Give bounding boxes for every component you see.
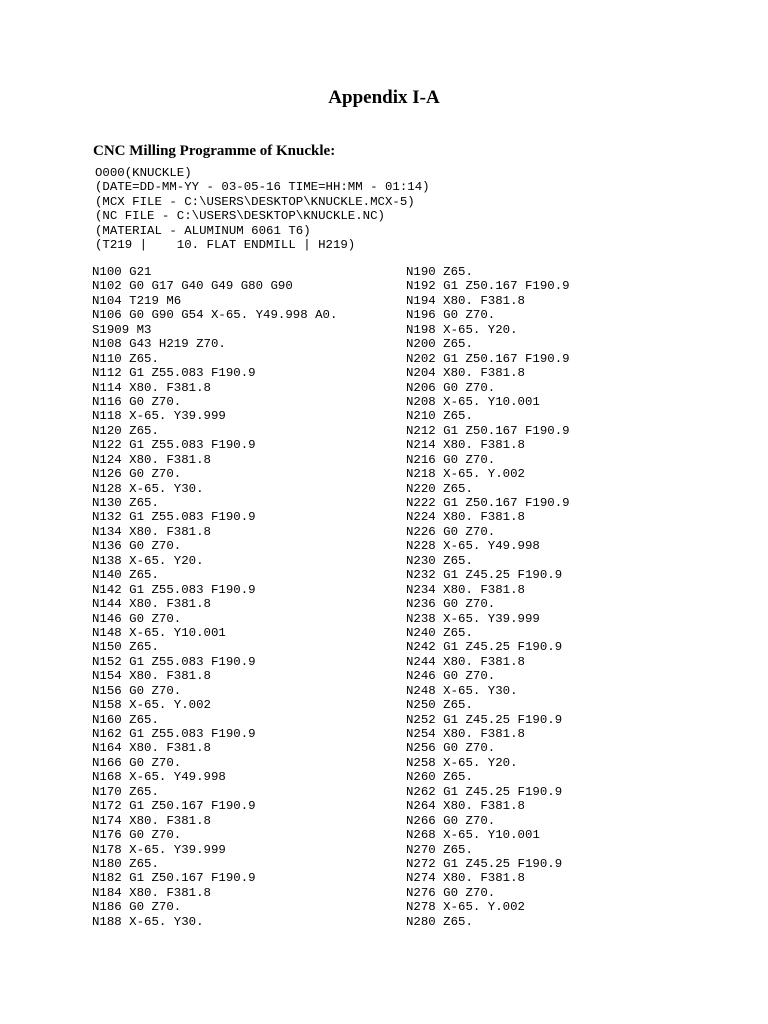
program-header-line: (NC FILE - C:\USERS\DESKTOP\KNUCKLE.NC): [95, 209, 385, 224]
code-line: N100 G21: [92, 265, 152, 279]
code-line: N126 G0 Z70.: [92, 467, 182, 482]
code-line: N156 G0 Z70.: [92, 683, 182, 698]
code-line: N174 X80. F381.8: [92, 813, 211, 828]
code-line: N180 Z65.: [92, 856, 159, 871]
code-line: N120 Z65.: [92, 423, 159, 438]
code-line: N230 Z65.: [406, 553, 473, 568]
code-line: N212 G1 Z50.167 F190.9: [406, 423, 570, 438]
code-line: N200 Z65.: [406, 337, 473, 352]
code-line: N222 G1 Z50.167 F190.9: [406, 496, 570, 510]
code-line: N134 X80. F381.8: [92, 524, 211, 539]
page-title: Appendix I-A: [328, 87, 440, 108]
code-line: N112 G1 Z55.083 F190.9: [92, 366, 256, 381]
code-line: N248 X-65. Y30.: [406, 683, 518, 698]
code-line: N194 X80. F381.8: [406, 293, 525, 308]
code-line: N244 X80. F381.8: [406, 654, 525, 669]
code-line: N178 X-65. Y39.999: [92, 842, 226, 857]
code-line: N146 G0 Z70.: [92, 611, 182, 626]
code-line: N142 G1 Z55.083 F190.9: [92, 582, 256, 597]
code-line: N192 G1 Z50.167 F190.9: [406, 279, 570, 294]
code-line: N202 G1 Z50.167 F190.9: [406, 351, 570, 366]
code-line: N250 Z65.: [406, 698, 473, 713]
code-line: N214 X80. F381.8: [406, 438, 525, 453]
code-line: N252 G1 Z45.25 F190.9: [406, 712, 563, 727]
program-header-line: (MCX FILE - C:\USERS\DESKTOP\KNUCKLE.MCX-5): [95, 194, 415, 209]
code-line: N182 G1 Z50.167 F190.9: [92, 871, 256, 886]
code-line: N238 X-65. Y39.999: [406, 611, 540, 626]
code-line: N116 G0 Z70.: [92, 394, 182, 409]
code-line: N256 G0 Z70.: [406, 741, 496, 756]
code-line: N188 X-65. Y30.: [92, 914, 204, 929]
code-line: N144 X80. F381.8: [92, 597, 211, 612]
code-line: N138 X-65. Y20.: [92, 553, 204, 568]
code-line: N148 X-65. Y10.001: [92, 625, 226, 640]
code-line: N236 G0 Z70.: [406, 597, 496, 612]
code-line: N210 Z65.: [406, 409, 473, 424]
code-line: N140 Z65.: [92, 568, 159, 583]
code-line: N228 X-65. Y49.998: [406, 539, 540, 554]
code-line: N224 X80. F381.8: [406, 510, 525, 525]
code-line: N176 G0 Z70.: [92, 828, 182, 843]
code-line: N198 X-65. Y20.: [406, 322, 518, 337]
code-line: N158 X-65. Y.002: [92, 698, 211, 713]
code-line: N280 Z65.: [406, 914, 473, 929]
code-line: N162 G1 Z55.083 F190.9: [92, 727, 256, 741]
code-column-left: [92, 265, 337, 929]
program-header-line: (MATERIAL - ALUMINUM 6061 T6): [95, 223, 311, 238]
code-line: N136 G0 Z70.: [92, 539, 182, 554]
code-line: N172 G1 Z50.167 F190.9: [92, 799, 256, 814]
code-line: N102 G0 G17 G40 G49 G80 G90: [92, 279, 293, 294]
code-line: N104 T219 M6: [92, 293, 182, 308]
code-line: N150 Z65.: [92, 640, 159, 655]
code-line: N246 G0 Z70.: [406, 669, 496, 684]
code-line: N190 Z65.: [406, 265, 473, 279]
code-line: N152 G1 Z55.083 F190.9: [92, 654, 256, 669]
section-title: CNC Milling Programme of Knuckle:: [93, 143, 336, 159]
code-line: N278 X-65. Y.002: [406, 900, 525, 915]
program-header-line: O000(KNUCKLE): [95, 166, 192, 180]
code-line: N270 Z65.: [406, 842, 473, 857]
code-line: N254 X80. F381.8: [406, 727, 525, 741]
code-line: N184 X80. F381.8: [92, 885, 211, 900]
code-line: N160 Z65.: [92, 712, 159, 727]
code-line: N118 X-65. Y39.999: [92, 409, 226, 424]
code-line: N272 G1 Z45.25 F190.9: [406, 856, 563, 871]
code-line: N124 X80. F381.8: [92, 452, 211, 467]
code-line: N170 Z65.: [92, 784, 159, 799]
code-line: N122 G1 Z55.083 F190.9: [92, 438, 256, 453]
code-line: N196 G0 Z70.: [406, 308, 496, 323]
code-line: N208 X-65. Y10.001: [406, 394, 540, 409]
code-line: N258 X-65. Y20.: [406, 755, 518, 770]
code-line: N130 Z65.: [92, 496, 159, 510]
code-line: N204 X80. F381.8: [406, 366, 525, 381]
code-line: N106 G0 G90 G54 X-65. Y49.998 A0.: [92, 308, 338, 323]
code-line: N226 G0 Z70.: [406, 524, 496, 539]
code-line: N154 X80. F381.8: [92, 669, 211, 684]
code-line: N220 Z65.: [406, 481, 473, 496]
code-line: N234 X80. F381.8: [406, 582, 525, 597]
code-line: N242 G1 Z45.25 F190.9: [406, 640, 563, 655]
code-line: N110 Z65.: [92, 351, 159, 366]
code-line: N164 X80. F381.8: [92, 741, 211, 756]
program-header-line: (DATE=DD-MM-YY - 03-05-16 TIME=HH:MM - 01:14): [95, 180, 430, 195]
program-header-line: (T219 | 10. FLAT ENDMILL | H219): [95, 238, 356, 253]
code-line: N232 G1 Z45.25 F190.9: [406, 568, 563, 583]
code-line: N166 G0 Z70.: [92, 755, 182, 770]
code-line: N240 Z65.: [406, 625, 473, 640]
code-line: N128 X-65. Y30.: [92, 481, 204, 496]
code-line: N186 G0 Z70.: [92, 900, 182, 915]
code-line: N114 X80. F381.8: [92, 380, 211, 395]
code-line: N266 G0 Z70.: [406, 813, 496, 828]
program-header-block: [95, 166, 430, 253]
code-line: N168 X-65. Y49.998: [92, 770, 226, 785]
code-line: N206 G0 Z70.: [406, 380, 496, 395]
code-line: N262 G1 Z45.25 F190.9: [406, 784, 563, 799]
code-line: N216 G0 Z70.: [406, 452, 496, 467]
code-column-right: [406, 265, 570, 929]
code-line: S1909 M3: [92, 322, 152, 337]
code-line: N264 X80. F381.8: [406, 799, 525, 814]
code-line: N108 G43 H219 Z70.: [92, 337, 226, 352]
code-line: N268 X-65. Y10.001: [406, 828, 540, 843]
code-line: N276 G0 Z70.: [406, 885, 496, 900]
code-line: N260 Z65.: [406, 770, 473, 785]
code-line: N132 G1 Z55.083 F190.9: [92, 510, 256, 525]
code-line: N218 X-65. Y.002: [406, 467, 525, 482]
code-line: N274 X80. F381.8: [406, 871, 525, 886]
